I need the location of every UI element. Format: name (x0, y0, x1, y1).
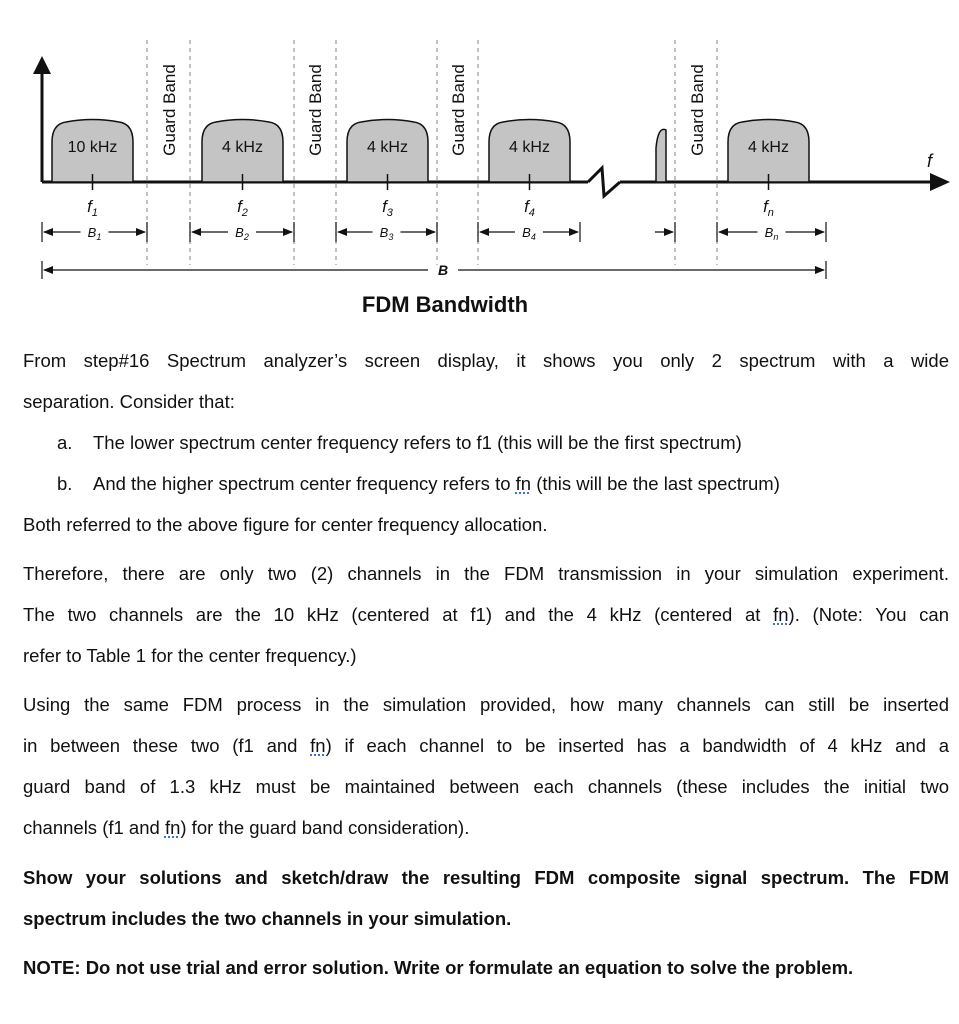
list-item-a (57, 422, 949, 463)
list-text-b-post: (this will be the last spectrum) (531, 473, 780, 494)
total-bandwidth-label: B (437, 262, 449, 278)
channel-band-arrow-4 (478, 222, 580, 242)
channel-bandwidth-label: 4 kHz (509, 139, 550, 156)
center-frequency-label: $f_1$ (87, 197, 98, 219)
channel-band-label: $B_2$ (235, 225, 249, 242)
channel-band-arrow-5 (717, 222, 826, 242)
fn-term: fn (164, 817, 181, 838)
fn-term: fn (310, 735, 326, 756)
channel-band-arrow-2 (190, 222, 294, 242)
list-marker-a: a. (57, 432, 73, 453)
channel-bandwidth-label: 4 kHz (367, 139, 408, 156)
channel-spectrum-5 (728, 120, 809, 220)
instruction-line2-bold: spectrum includes the two channels in your simulation. (23, 908, 512, 929)
amplitude-axis-arrow-icon (33, 56, 51, 74)
channels-line2-post: ). (Note: You can (788, 604, 950, 625)
instruction-line1 (23, 857, 949, 898)
paragraph-question-line2 (23, 725, 949, 766)
channel-spectrum-2 (202, 120, 283, 220)
guard-band-label-4: Guard Band (688, 64, 707, 156)
question-text (23, 340, 949, 988)
channel-band-label: $B_n$ (764, 225, 779, 242)
channel-band-arrow-1 (42, 222, 147, 242)
conditions-list (23, 422, 949, 504)
channel-spectrum-4 (489, 120, 570, 220)
channel-band-label: $B_3$ (379, 225, 394, 242)
question-line4-pre: channels (f1 and (23, 817, 165, 838)
paragraph-question-line1: Using the same FDM process in the simulation provided, how many channels can still be inserted (23, 694, 949, 715)
center-frequency-label: $f_n$ (763, 197, 774, 219)
paragraph-question-line3: guard band of 1.3 kHz must be maintained between each channels (these includes the initial two (23, 776, 949, 797)
total-bandwidth-arrow (42, 261, 826, 279)
list-text-b (93, 463, 780, 504)
guard-band-label-1: Guard Band (160, 64, 179, 156)
channel-bandwidth-label: 4 kHz (222, 139, 263, 156)
note-line-bold: NOTE: Do not use trial and error solution. Write or formulate an equation to solve the problem. (23, 957, 854, 978)
guard-band-label-2: Guard Band (306, 64, 325, 156)
center-frequency-label: $f_3$ (382, 197, 393, 219)
paragraph-intro-line2: separation. Consider that: (23, 391, 235, 412)
note-line (23, 947, 949, 988)
channel-band-label: $B_4$ (522, 225, 536, 242)
channel-spectrum-1 (52, 120, 133, 220)
channel-bandwidth-label: 4 kHz (748, 139, 789, 156)
fn-term: fn (773, 604, 789, 625)
list-marker-b: b. (57, 473, 73, 494)
fdm-bandwidth-caption: FDM Bandwidth (361, 292, 529, 317)
channels-line2-pre: The two channels are the 10 kHz (centered at f1) and the 4 kHz (centered at (23, 604, 774, 625)
channel-bandwidth-label: 10 kHz (67, 139, 118, 156)
paragraph-question-line4 (23, 807, 949, 848)
paragraph-reference: Both referred to the above figure for center frequency allocation. (23, 514, 548, 535)
paragraph-channels-line2 (23, 594, 949, 635)
paragraph-channels-line3: refer to Table 1 for the center frequency.) (23, 645, 357, 666)
center-frequency-label: $f_2$ (237, 197, 248, 219)
channel-band-arrow-3 (336, 222, 437, 242)
question-line4-post: ) for the guard band consideration). (180, 817, 470, 838)
fn-term: fn (515, 473, 532, 494)
channel-spectrum-3 (347, 120, 428, 220)
list-text-b-pre: And the higher spectrum center frequency refers to (93, 473, 516, 494)
channel-band-label: $B_1$ (87, 225, 102, 242)
fdm-spectrum-figure (0, 0, 959, 330)
question-line2-post: ) if each channel to be inserted has a bandwidth of 4 kHz and a (325, 735, 949, 756)
center-frequency-label: $f_4$ (524, 197, 535, 219)
paragraph-intro-line1: From step#16 Spectrum analyzer’s screen display, it shows you only 2 spectrum with a wide (23, 350, 949, 371)
break-marker-arrow (655, 222, 675, 242)
instruction-line1-bold: Show your solutions and sketch/draw the resulting FDM composite signal spectrum. The FDM (23, 867, 949, 888)
instruction-line2 (23, 898, 949, 939)
frequency-axis-label: f (927, 151, 933, 171)
list-text-a: The lower spectrum center frequency refers to f1 (this will be the first spectrum) (93, 432, 742, 453)
guard-band-label-3: Guard Band (449, 64, 468, 156)
paragraph-channels-line1: Therefore, there are only two (2) channels in the FDM transmission in your simulation experiment. (23, 563, 949, 584)
frequency-axis-arrow-icon (930, 173, 950, 191)
partial-spectrum-shape (656, 129, 666, 182)
question-line2-pre: in between these two (f1 and (23, 735, 311, 756)
list-item-b (57, 463, 949, 504)
